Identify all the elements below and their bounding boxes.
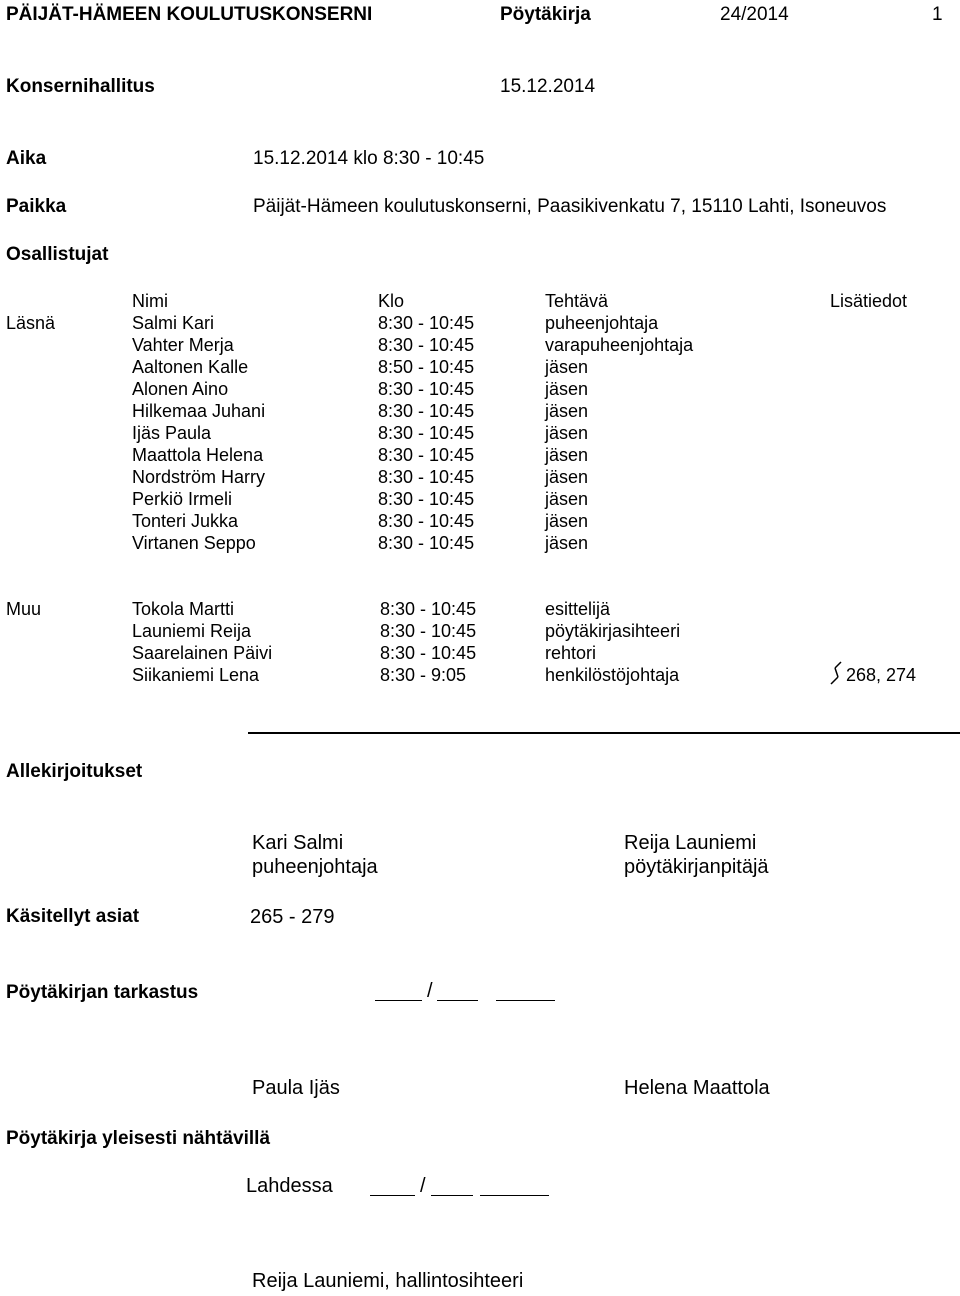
reviewer-left-name: Paula Ijäs (252, 1077, 340, 1099)
time-label: Aika (6, 148, 47, 169)
review-label: Pöytäkirjan tarkastus (6, 982, 199, 1003)
participant-name: Vahter Merja (132, 335, 234, 355)
participant-time: 8:30 - 10:45 (378, 379, 475, 399)
participant-name: Saarelainen Päivi (132, 643, 273, 663)
participant-name: Perkiö Irmeli (132, 489, 233, 509)
participant-role: rehtori (545, 643, 597, 663)
participant-time: 8:30 - 10:45 (378, 445, 475, 465)
participant-role: esittelijä (545, 599, 611, 619)
column-header-notes: Lisätiedot (830, 291, 908, 311)
public-year-blank (480, 1195, 549, 1196)
signer-left-name: Kari Salmi (252, 832, 344, 854)
participant-time: 8:30 - 10:45 (378, 313, 475, 333)
participant-time: 8:30 - 10:45 (378, 511, 475, 531)
participant-role: jäsen (545, 357, 589, 377)
participant-time: 8:30 - 10:45 (380, 643, 477, 663)
participant-name: Siikaniemi Lena (132, 665, 260, 685)
time-value: 15.12.2014 klo 8:30 - 10:45 (253, 148, 485, 169)
signer-left-title: puheenjohtaja (252, 856, 378, 878)
participant-name: Aaltonen Kalle (132, 357, 249, 377)
participant-name: Salmi Kari (132, 313, 215, 333)
place-label: Paikka (6, 196, 67, 217)
participant-time: 8:30 - 10:45 (378, 335, 475, 355)
participant-role: jäsen (545, 533, 589, 553)
participant-name: Launiemi Reija (132, 621, 252, 641)
signatures-label: Allekirjoitukset (6, 761, 143, 782)
signer-right-name: Reija Launiemi (624, 832, 757, 854)
participant-role: jäsen (545, 401, 589, 421)
participant-time: 8:30 - 10:45 (380, 599, 477, 619)
participant-note: 268, 274 (846, 665, 917, 685)
reviewer-right-name: Helena Maattola (624, 1077, 770, 1099)
public-day-blank (370, 1195, 415, 1196)
other-label: Muu (6, 599, 42, 619)
signer-right-title: pöytäkirjanpitäjä (624, 856, 769, 878)
participant-time: 8:30 - 10:45 (378, 401, 475, 421)
public-place: Lahdessa (246, 1175, 333, 1197)
participant-time: 8:50 - 10:45 (378, 357, 475, 377)
participant-role: jäsen (545, 423, 589, 443)
meeting-date: 15.12.2014 (500, 76, 596, 97)
participant-role: jäsen (545, 379, 589, 399)
participant-role: jäsen (545, 511, 589, 531)
items-value: 265 - 279 (250, 906, 335, 928)
public-month-blank (431, 1195, 473, 1196)
participant-role: henkilöstöjohtaja (545, 665, 680, 685)
column-header-name: Nimi (132, 291, 168, 311)
participant-role: jäsen (545, 489, 589, 509)
participant-time: 8:30 - 10:45 (378, 489, 475, 509)
date-separator: / (427, 980, 433, 1002)
place-value: Päijät-Hämeen koulutuskonserni, Paasikivenkatu 7, 15110 Lahti, Isoneuvos (253, 196, 887, 217)
public-label: Pöytäkirja yleisesti nähtävillä (6, 1128, 271, 1149)
participant-time: 8:30 - 10:45 (378, 533, 475, 553)
document-number: 24/2014 (720, 4, 789, 25)
column-header-time: Klo (378, 291, 405, 311)
participant-name: Ijäs Paula (132, 423, 212, 443)
participant-role: varapuheenjohtaja (545, 335, 694, 355)
participant-role: jäsen (545, 467, 589, 487)
participant-role: jäsen (545, 445, 589, 465)
participant-name: Hilkemaa Juhani (132, 401, 266, 421)
participant-time: 8:30 - 9:05 (380, 665, 467, 685)
column-header-role: Tehtävä (545, 291, 609, 311)
participant-role: puheenjohtaja (545, 313, 659, 333)
participant-time: 8:30 - 10:45 (380, 621, 477, 641)
present-label: Läsnä (6, 313, 56, 333)
page-number: 1 (932, 4, 943, 25)
date-day-blank (375, 1000, 422, 1001)
organization-name: PÄIJÄT-HÄMEEN KOULUTUSKONSERNI (6, 4, 373, 25)
participant-name: Tokola Martti (132, 599, 235, 619)
public-date-separator: / (420, 1175, 426, 1197)
participant-time: 8:30 - 10:45 (378, 423, 475, 443)
date-year-blank (496, 1000, 555, 1001)
public-signer: Reija Launiemi, hallintosihteeri (252, 1270, 524, 1292)
items-label: Käsitellyt asiat (6, 906, 140, 927)
participant-name: Nordström Harry (132, 467, 266, 487)
participant-name: Maattola Helena (132, 445, 264, 465)
section-divider (248, 732, 960, 734)
participant-role: pöytäkirjasihteeri (545, 621, 681, 641)
participant-name: Alonen Aino (132, 379, 229, 399)
participant-name: Virtanen Seppo (132, 533, 256, 553)
section-sign-icon (829, 660, 843, 686)
participant-time: 8:30 - 10:45 (378, 467, 475, 487)
participants-label: Osallistujat (6, 244, 109, 265)
document-type: Pöytäkirja (500, 4, 591, 25)
participant-name: Tonteri Jukka (132, 511, 239, 531)
governing-body: Konsernihallitus (6, 76, 155, 97)
date-month-blank (437, 1000, 478, 1001)
